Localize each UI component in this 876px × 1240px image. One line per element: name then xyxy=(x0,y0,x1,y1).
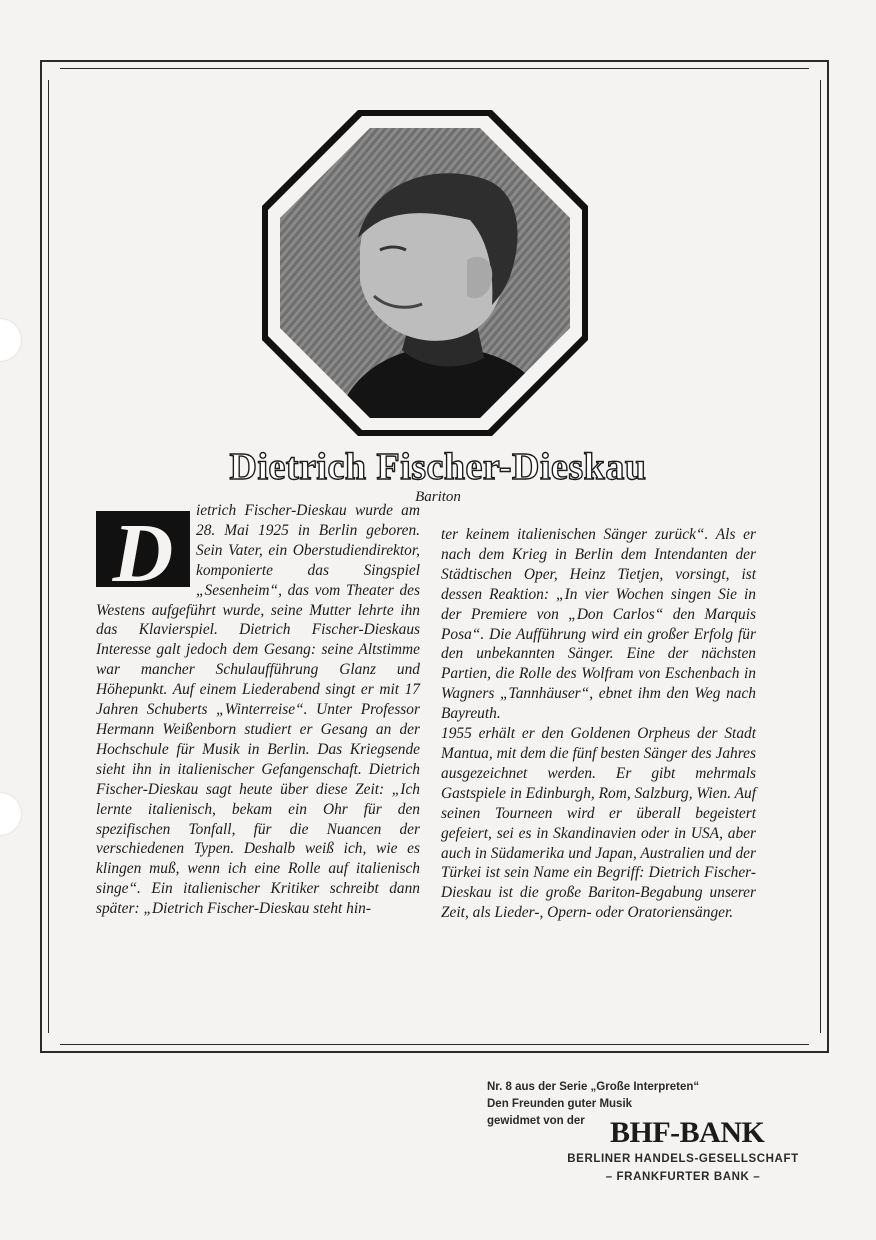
bank-logo: BHF-BANK xyxy=(610,1116,765,1149)
article-column-left xyxy=(96,501,420,919)
article-paragraph: ter keinem italienischen Sänger zurück“. Als er nach dem Krieg in Berlin dem Intendanten der Städtischen Oper, Heinz Tietjen, vorsingt, ist dessen Reaktion: „In vier Wochen singen Sie in der Premiere von „Don Carlos“ den Marquis Posa“. Die Aufführung wird ein großer Erfolg für den unbekannten Sänger. Eine der nächsten Partien, die Rolle des Wolfram von Eschenbach in Wagners „Tannhäuser“, ebnet ihm den Weg nach Bayreuth. xyxy=(441,526,756,723)
article-paragraph: 1955 erhält er den Goldenen Orpheus der Stadt Mantua, mit dem die fünf besten Sänger des Jahres ausgezeichnet werden. Er gibt mehrmals Gastspiele in Edinburgh, Rom, Salzburg, Wien. Auf seinen Tourneen wird er überall begeistert gefeiert, sei es in Skandinavien oder in USA, aber auch in Südamerika und Japan, Australien und der Türkei ist sein Name ein Begriff: Dietrich Fischer-Dieskau ist die große Bariton-Begabung unserer Zeit, als Lieder-, Opern- oder Oratoriensänger. xyxy=(441,725,756,922)
page-title: Dietrich Fischer-Dieskau xyxy=(229,446,647,488)
bank-name-line-2: – FRANKFURTER BANK – xyxy=(605,1171,761,1183)
article-column-right xyxy=(441,525,756,923)
drop-cap-letter: D xyxy=(112,511,174,587)
binder-hole-top xyxy=(0,318,22,362)
voice-type: Bariton xyxy=(415,489,461,505)
dedication-line-2: gewidmet von der xyxy=(487,1115,585,1127)
portrait-photo xyxy=(262,110,588,436)
border-corner-bottom-right xyxy=(809,1033,829,1053)
article-paragraph: ietrich Fischer-Dieskau wurde am 28. Mai 1925 in Berlin geboren. Sein Vater, ein Oberstudiendirektor, komponierte das Singspiel „Sesenheim“, das vom Theater des Westens aufgeführt wurde, seine Mutter lehrte ihn das Klavierspiel. Dietrich Fischer-Dieskaus Interesse galt jedoch dem Gesang: seine Altstimme war mancher Schulaufführung Glanz und Höhepunkt. Auf einem Liederabend singt er mit 17 Jahren Schuberts „Winterreise“. Unter Professor Hermann Weißenborn studiert er Gesang an der Hochschule für Musik in Berlin. Das Kriegsende sieht ihn in italienischer Gefangenschaft. Dietrich Fischer-Dieskau sagt heute über diese Zeit: „Ich lernte italienisch, bekam ein Ohr für den spezifischen Tonfall, für die Nuancen der verschiedenen Typen. Deshalb weiß ich, wie es klingen muß, wenn ich eine Rolle auf italienisch singe“. Ein italienischer Kritiker schreibt dann später: „Dietrich Fischer-Dieskau steht hin- xyxy=(96,502,420,918)
bank-name xyxy=(548,1150,818,1186)
border-corner-top-left xyxy=(40,60,60,80)
binder-hole-bottom xyxy=(0,792,22,836)
border-corner-top-right xyxy=(809,60,829,80)
drop-cap xyxy=(96,511,190,587)
series-line: Nr. 8 aus der Serie „Große Interpreten“ xyxy=(487,1081,700,1093)
dedication-line-1: Den Freunden guter Musik xyxy=(487,1098,633,1110)
bank-name-line-1: BERLINER HANDELS-GESELLSCHAFT xyxy=(567,1153,799,1165)
border-corner-bottom-left xyxy=(40,1033,60,1053)
